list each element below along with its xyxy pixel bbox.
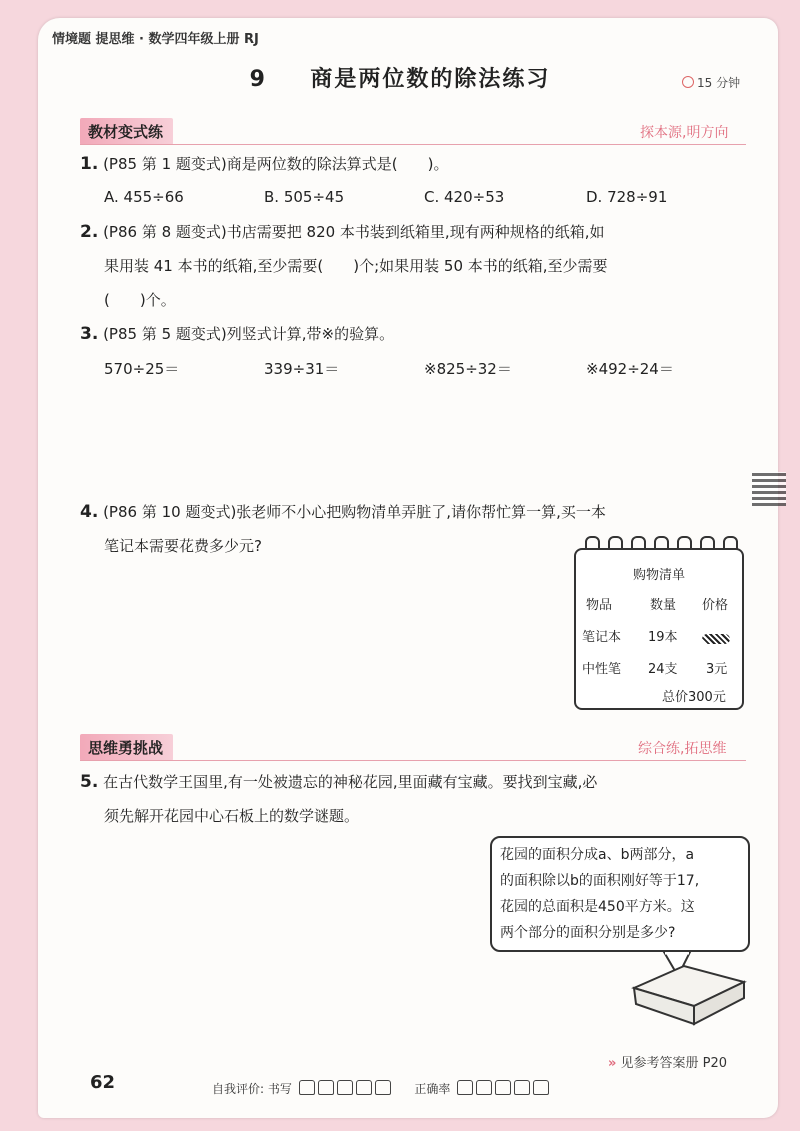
question-line: (P86 第 8 题变式)书店需要把 820 本书装到纸箱里,现有两种规格的纸箱,如 [103, 223, 605, 241]
self-eval-label: 自我评价: [212, 1082, 265, 1096]
question-text: (P85 第 5 题变式)列竖式计算,带※的验算。 [103, 325, 395, 343]
question-1 [80, 148, 448, 180]
question-4 [80, 496, 606, 528]
bubble-line: 花园的面积分成a、b两部分，a [500, 847, 695, 863]
bubble-line: 两个部分的面积分别是多少? [500, 925, 676, 941]
qr-code-icon [752, 472, 786, 506]
question-number: 1. [80, 154, 99, 174]
question-line: ( )个。 [104, 291, 176, 309]
list-row-item: 中性笔 [582, 662, 622, 677]
lesson-number: 9 [249, 67, 267, 92]
question-number: 5. [80, 772, 99, 792]
thumb-icon[interactable] [495, 1080, 511, 1095]
section-tag-challenge: 思维勇挑战 [80, 734, 173, 761]
thumb-icon[interactable] [514, 1080, 530, 1095]
writing-rating[interactable] [296, 1082, 395, 1096]
section-subtitle-textbook: 探本源,明方向 [640, 125, 729, 141]
question-line: 在古代数学王国里,有一处被遗忘的神秘花园,里面藏有宝藏。要找到宝藏,必 [103, 773, 598, 791]
smudged-price [702, 628, 730, 647]
thumb-icon[interactable] [356, 1080, 372, 1095]
thumb-icon[interactable] [375, 1080, 391, 1095]
list-header-item: 物品 [586, 598, 613, 613]
question-line: 笔记本需要花费多少元? [104, 537, 262, 555]
question-number: 2. [80, 222, 99, 242]
section-divider [80, 144, 746, 145]
option-d: D. 728÷91 [586, 188, 668, 206]
list-row-item: 笔记本 [582, 630, 622, 645]
question-line: (P86 第 10 题变式)张老师不小心把购物清单弄脏了,请你帮忙算一算,买一本 [103, 503, 606, 521]
answer-reference: » 见参考答案册 P20 [608, 1056, 728, 1071]
shopping-list-card [574, 548, 744, 710]
list-header-quantity: 数量 [650, 598, 677, 613]
question-number: 4. [80, 502, 99, 522]
series-title: 情境题 提思维 · 数学四年级上册 RJ [52, 32, 259, 47]
section-tag-textbook: 教材变式练 [80, 118, 173, 145]
option-c: C. 420÷53 [424, 188, 505, 206]
calc-item: 339÷31＝ [264, 360, 340, 378]
question-line: 果用装 41 本书的纸箱,至少需要( )个;如果用装 50 本书的纸箱,至少需要 [104, 257, 608, 275]
list-total: 总价300元 [662, 690, 726, 705]
thumb-icon[interactable] [299, 1080, 315, 1095]
thumb-icon[interactable] [457, 1080, 473, 1095]
thumb-icon[interactable] [476, 1080, 492, 1095]
bubble-line: 花园的总面积是450平方米。这 [500, 899, 695, 915]
accuracy-rating[interactable] [454, 1082, 549, 1096]
option-b: B. 505÷45 [264, 188, 345, 206]
thumb-icon[interactable] [318, 1080, 334, 1095]
question-number: 3. [80, 324, 99, 344]
question-3 [80, 318, 394, 350]
stone-slab-icon [624, 958, 752, 1038]
time-estimate [682, 74, 740, 91]
page-title [200, 62, 600, 93]
thumb-icon[interactable] [337, 1080, 353, 1095]
time-label: 15 分钟 [697, 76, 741, 90]
question-2 [80, 216, 604, 248]
thumb-icon[interactable] [533, 1080, 549, 1095]
list-row-quantity: 19本 [648, 630, 678, 645]
option-a: A. 455÷66 [104, 188, 184, 206]
list-row-quantity: 24支 [648, 662, 678, 677]
page-number: 62 [90, 1072, 116, 1093]
list-header-price: 价格 [702, 598, 729, 613]
shopping-list-title: 购物清单 [632, 568, 685, 583]
clock-icon [682, 76, 694, 88]
self-evaluation [212, 1080, 549, 1097]
question-5 [80, 766, 597, 798]
accuracy-label: 正确率 [414, 1082, 451, 1096]
lesson-title: 商是两位数的除法练习 [310, 67, 551, 92]
calc-item: ※492÷24＝ [586, 360, 674, 378]
calc-item: 570÷25＝ [104, 360, 180, 378]
question-text: (P85 第 1 题变式)商是两位数的除法算式是( )。 [103, 155, 449, 173]
writing-label: 书写 [267, 1082, 292, 1096]
question-line: 须先解开花园中心石板上的数学谜题。 [104, 807, 360, 825]
calc-item: ※825÷32＝ [424, 360, 512, 378]
section-subtitle-challenge: 综合练,拓思维 [638, 741, 727, 757]
section-divider [80, 760, 746, 761]
answer-reference-text: 见参考答案册 P20 [620, 1056, 728, 1071]
bubble-line: 的面积除以b的面积刚好等于17, [500, 873, 700, 889]
speech-bubble [490, 836, 750, 952]
list-row-price: 3元 [706, 662, 728, 677]
